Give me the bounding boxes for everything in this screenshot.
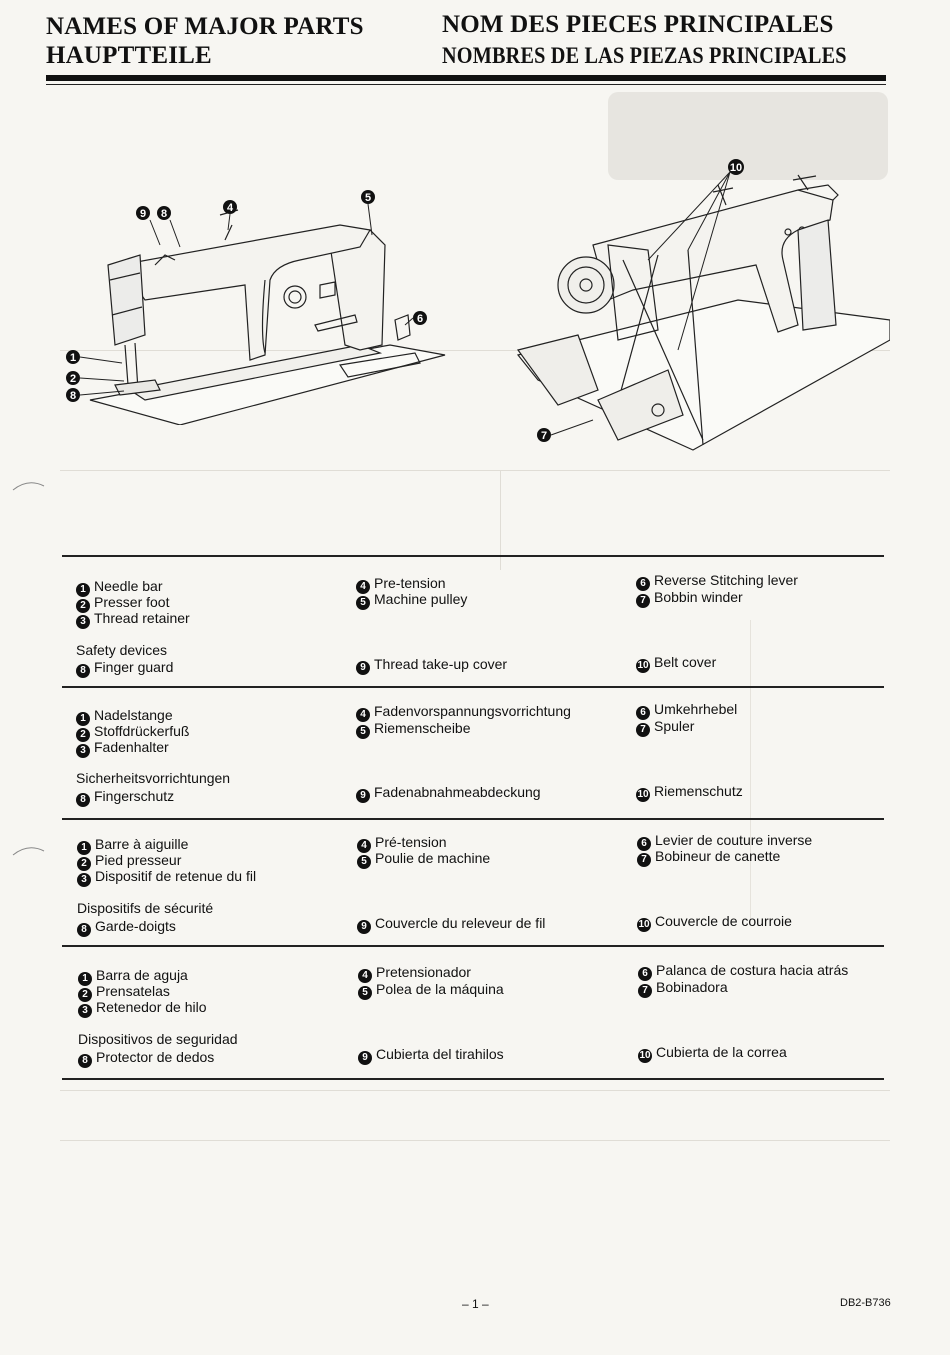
safety-heading: Safety devices: [76, 642, 168, 658]
svg-text:6: 6: [416, 313, 424, 325]
part-thread-take-up-cover: 9 Thread take-up cover: [356, 656, 507, 675]
part-thread-take-up-cover: 9 Fadenabnahmeabdeckung: [356, 784, 541, 803]
svg-text:2: 2: [69, 373, 77, 385]
page-number: – 1 –: [462, 1297, 489, 1311]
svg-text:7: 7: [540, 430, 548, 442]
part-presser-foot: 2 Presser foot: [76, 594, 169, 613]
part-needle-bar: 1 Needle bar: [76, 578, 163, 597]
title-french: NOM DES PIECES PRINCIPALES: [442, 11, 834, 38]
part-needle-bar: 1 Nadelstange: [76, 707, 173, 726]
part-pre-tension: 4 Fadenvorspannungsvorrichtung: [356, 703, 571, 722]
part-belt-cover: 10 Cubierta de la correa: [639, 1044, 787, 1061]
part-presser-foot: 2 Pied presseur: [77, 852, 181, 871]
part-needle-bar: 1 Barre à aiguille: [77, 836, 188, 855]
svg-text:8: 8: [160, 208, 168, 220]
part-bobbin-winder: 7 Spuler: [636, 718, 694, 737]
section-rule-fr: [62, 818, 884, 820]
part-finger-guard: 8 Protector de dedos: [78, 1049, 214, 1068]
header-rule: [46, 75, 886, 81]
svg-text:9: 9: [139, 208, 147, 220]
svg-text:1: 1: [69, 352, 77, 364]
part-reverse-stitching-lever: 6 Reverse Stitching lever: [636, 572, 798, 591]
part-machine-pulley: 5 Polea de la máquina: [358, 981, 504, 1000]
part-thread-retainer: 3 Retenedor de hilo: [78, 999, 207, 1018]
part-thread-take-up-cover: 9 Cubierta del tirahilos: [358, 1046, 504, 1065]
svg-text:5: 5: [364, 192, 372, 204]
part-reverse-stitching-lever: 6 Palanca de costura hacia atrás: [638, 962, 848, 981]
model-number: DB2-B736: [840, 1297, 891, 1309]
part-reverse-stitching-lever: 6 Levier de couture inverse: [637, 832, 812, 851]
section-rule-end: [62, 1078, 884, 1080]
header-rule-thin: [46, 84, 886, 85]
part-finger-guard: 8 Fingerschutz: [76, 788, 174, 807]
part-machine-pulley: 5 Riemenscheibe: [356, 720, 471, 739]
part-machine-pulley: 5 Poulie de machine: [357, 850, 490, 869]
part-pre-tension: 4 Pre-tension: [356, 575, 446, 594]
title-spanish: NOMBRES DE LAS PIEZAS PRINCIPALES: [442, 43, 847, 68]
title-english: NAMES OF MAJOR PARTS: [46, 13, 364, 40]
part-belt-cover: 10 Belt cover: [637, 654, 717, 671]
title-german: HAUPTTEILE: [46, 42, 212, 69]
svg-text:4: 4: [226, 202, 234, 214]
part-machine-pulley: 5 Machine pulley: [356, 591, 467, 610]
part-pre-tension: 4 Pré-tension: [357, 834, 447, 853]
part-bobbin-winder: 7 Bobineur de canette: [637, 848, 780, 867]
machine-illustration-rear: [498, 150, 890, 455]
part-thread-retainer: 3 Thread retainer: [76, 610, 190, 629]
part-pre-tension: 4 Pretensionador: [358, 964, 471, 983]
punch-hole-marks: [8, 470, 48, 870]
part-needle-bar: 1 Barra de aguja: [78, 967, 188, 986]
machine-illustration-front: [60, 185, 455, 425]
section-rule-en: [62, 555, 884, 557]
section-rule-es: [62, 945, 884, 947]
safety-heading: Dispositifs de sécurité: [77, 900, 214, 916]
part-reverse-stitching-lever: 6 Umkehrhebel: [636, 701, 737, 720]
part-bobbin-winder: 7 Bobbin winder: [636, 589, 743, 608]
safety-heading: Dispositivos de seguridad: [78, 1031, 238, 1047]
part-belt-cover: 10 Riemenschutz: [637, 783, 743, 800]
part-finger-guard: 8 Finger guard: [76, 659, 173, 678]
part-thread-take-up-cover: 9 Couvercle du releveur de fil: [357, 915, 545, 934]
part-belt-cover: 10 Couvercle de courroie: [638, 913, 792, 930]
part-finger-guard: 8 Garde-doigts: [77, 918, 176, 937]
safety-heading: Sicherheitsvorrichtungen: [76, 770, 231, 786]
svg-text:10: 10: [729, 162, 743, 174]
part-thread-retainer: 3 Fadenhalter: [76, 739, 169, 758]
part-bobbin-winder: 7 Bobinadora: [638, 979, 728, 998]
svg-text:8: 8: [69, 390, 77, 402]
part-thread-retainer: 3 Dispositif de retenue du fil: [77, 868, 256, 887]
part-presser-foot: 2 Prensatelas: [78, 983, 170, 1002]
section-rule-de: [62, 686, 884, 688]
part-presser-foot: 2 Stoffdrückerfuß: [76, 723, 189, 742]
